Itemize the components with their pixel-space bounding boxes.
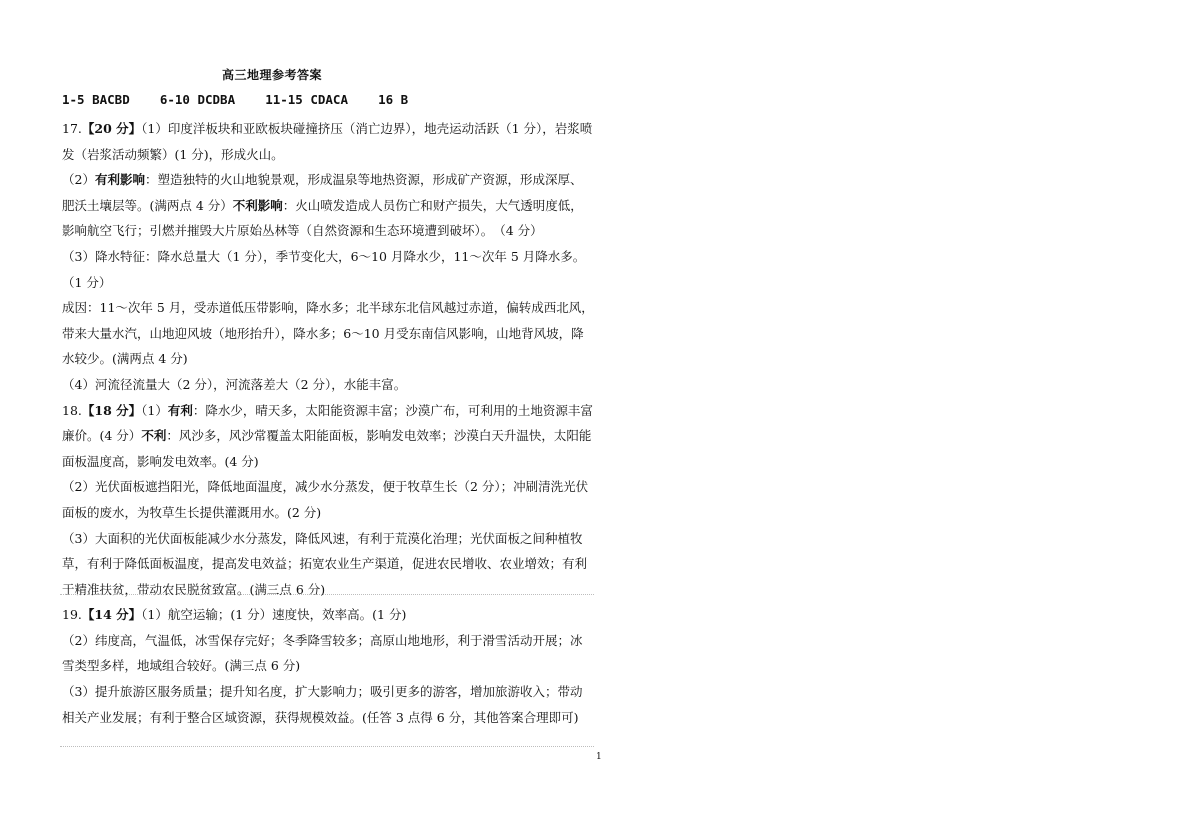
q17-part2-intro: （2） <box>62 172 95 188</box>
q19-part1-text: （1）航空运输；(1 分）速度快，效率高。(1 分) <box>141 607 407 623</box>
q18-part2: （2）光伏面板遮挡阳光，降低地面温度，减少水分蒸发，便于牧草生长（2 分）；冲刷清洗光伏面板的废水，为牧草生长提供灌溉用水。(2 分) <box>62 479 589 520</box>
q19-part1 <box>62 602 594 628</box>
q18-number: 18. <box>62 402 82 418</box>
dotted-separator <box>60 594 594 595</box>
q18-score: 【18 分】 <box>81 402 142 418</box>
q18-unfavorable-label: 不利 <box>141 428 167 444</box>
q17-favorable-label: 有利影响 <box>94 172 145 188</box>
q18-part1 <box>62 398 594 475</box>
q17-part2 <box>62 167 594 244</box>
q18-part3: （3）大面积的光伏面板能减少水分蒸发，降低风速，有利于荒漠化治理；光伏面板之间种植牧草，有利于降低面板温度，提高发电效益；拓宽农业生产渠道，促进农民增收、农业增效；有利于精准扶贫，带动农民脱贫致富。(满三点 6 分) <box>62 530 588 597</box>
q18-unfavorable-text: ：风沙多，风沙常覆盖太阳能面板，影响发电效率；沙漠白天升温快，太阳能面板温度高，影响发电效率。(4 分) <box>62 428 592 469</box>
q17-part3-cause: 成因：11～次年 5 月，受赤道低压带影响，降水多；北半球东北信风越过赤道，偏转成西北风，带来大量水汽，山地迎风坡（地形抬升），降水多；6～10 月受东南信风影响，山地背风坡，降水较少。(满两点 4 分) <box>62 300 594 367</box>
q17-part3: （3）降水特征：降水总量大（1 分），季节变化大，6～10 月降水少，11～次年 5 月降水多。（1 分） <box>62 248 586 290</box>
q17-unfavorable-label: 不利影响 <box>232 197 283 213</box>
q18-favorable-label: 有利 <box>167 402 193 418</box>
q17-favorable-text: ：塑造独特的火山地貌景观，形成温泉等地热资源，形成矿产资源，形成深厚、肥沃土壤层等。(满两点 4 分） <box>62 172 583 213</box>
q19-number: 19. <box>62 607 82 623</box>
q17-part1 <box>62 116 594 167</box>
q17-part4: （4）河流径流量大（2 分），河流落差大（2 分），水能丰富。 <box>62 376 407 392</box>
q19-part3: （3）提升旅游区服务质量；提升知名度，扩大影响力；吸引更多的游客，增加旅游收入；带动相关产业发展；有利于整合区域资源，获得规模效益。(任答 3 点得 6 分，其他答案合理即可) <box>62 684 583 725</box>
q17-unfavorable-text: ：火山喷发造成人员伤亡和财产损失，大气透明度低，影响航空飞行；引燃并摧毁大片原始丛林等（自然资源和生态环境遭到破坏）。 （4 分） <box>62 197 583 239</box>
dotted-separator <box>60 746 594 747</box>
multiple-choice-answers: 1-5 BACBD 6-10 DCDBA 11-15 CDACA 16 B <box>62 92 409 107</box>
document-title: 高三地理参考答案 <box>222 68 323 82</box>
q17-number: 17. <box>62 121 82 136</box>
answer-body <box>62 116 594 730</box>
q19-part2: （2）纬度高，气温低，冰雪保存完好；冬季降雪较多；高原山地地形，利于滑雪活动开展；冰雪类型多样，地域组合较好。(满三点 6 分) <box>62 632 583 674</box>
q19-score: 【14 分】 <box>81 607 142 623</box>
q18-part1-intro: （1） <box>141 402 168 418</box>
q17-score: 【20 分】 <box>81 121 142 136</box>
q18-favorable-text: ：降水少，晴天多，太阳能资源丰富；沙漠广布，可利用的土地资源丰富廉价。(4 分） <box>62 402 593 444</box>
page-number: 1 <box>596 752 602 762</box>
q17-part1-text: （1）印度洋板块和亚欧板块碰撞挤压（消亡边界），地壳运动活跃（1 分），岩浆喷发（岩浆活动频繁）(1 分)，形成火山。 <box>62 121 593 162</box>
